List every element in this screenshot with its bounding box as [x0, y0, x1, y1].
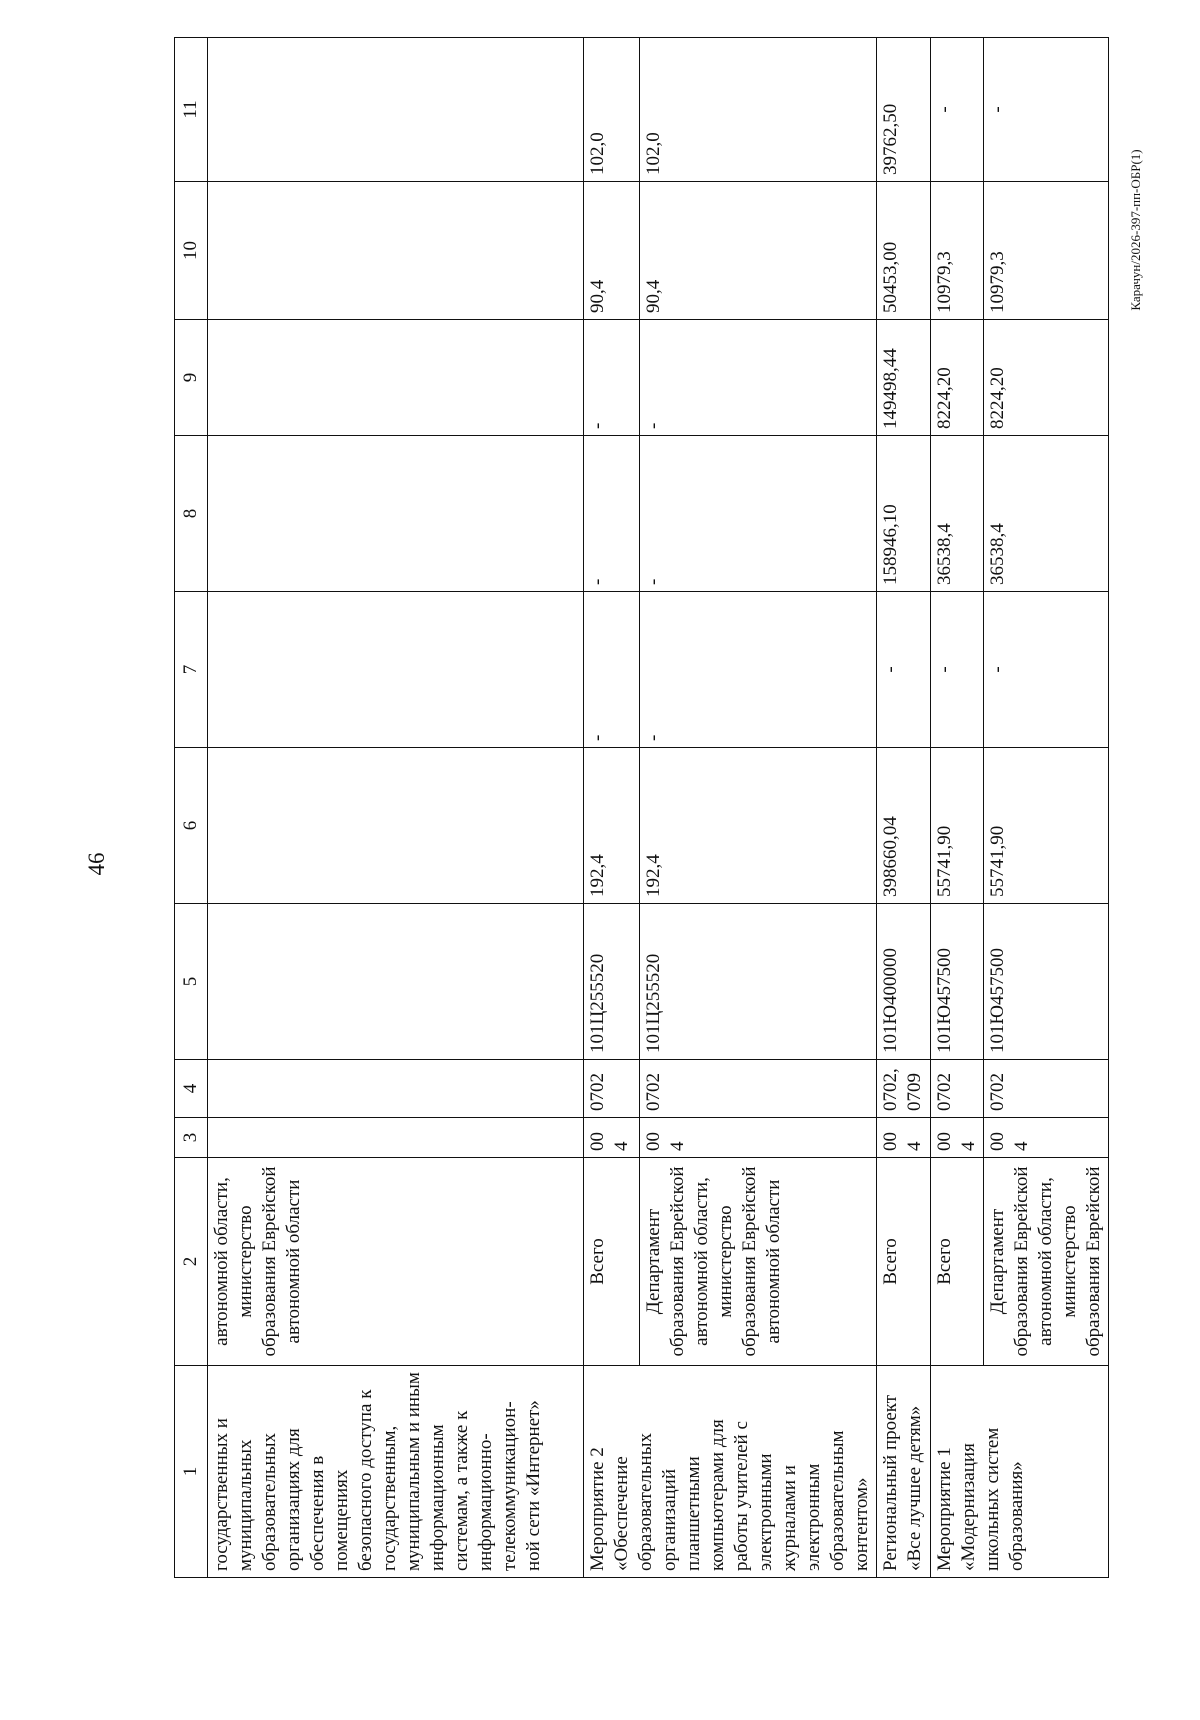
cell-value: 102,0 [639, 38, 876, 182]
cell-value: 90,4 [584, 182, 640, 320]
cell-value [208, 436, 584, 592]
rotated-table-wrapper [174, 38, 1104, 1578]
cell-value [208, 320, 584, 436]
cell-section: 0702 [931, 1060, 984, 1118]
cell-executor: Всего [877, 1158, 931, 1366]
cell-value: 398660,04 [877, 748, 931, 904]
cell-value: 8224,20 [931, 320, 984, 436]
cell-value: 192,4 [584, 748, 640, 904]
cell-target-code: 101Ц255520 [639, 904, 876, 1060]
cell-value: - [639, 592, 876, 748]
header-cell: 2 [175, 1158, 208, 1366]
cell-section: 0702, 0709 [877, 1060, 931, 1118]
cell-value [208, 748, 584, 904]
cell-value: 192,4 [639, 748, 876, 904]
cell-target-code: 101Ю400000 [877, 904, 931, 1060]
cell-value [208, 592, 584, 748]
cell-value: - [584, 320, 640, 436]
header-cell: 3 [175, 1118, 208, 1158]
cell-activity: государственных и муниципальных образовательных организациях для обеспечения в помещениях безопасного доступа к государственным, муниципальным и иным информационным системам, а также к информационно-телекоммуникацион-ной сети «Интернет» [208, 1366, 584, 1578]
cell-grbs: 004 [877, 1118, 931, 1158]
cell-value: - [931, 592, 984, 748]
cell-value: - [639, 436, 876, 592]
cell-activity: Региональный проект «Все лучшее детям» [877, 1366, 931, 1578]
cell-target-code: 101Ю457500 [984, 904, 1109, 1060]
cell-executor: Всего [584, 1158, 640, 1366]
header-cell: 7 [175, 592, 208, 748]
cell-section [208, 1060, 584, 1118]
table-row [639, 38, 876, 1578]
cell-value: 55741,90 [984, 748, 1109, 904]
cell-value: 90,4 [639, 182, 876, 320]
header-cell: 4 [175, 1060, 208, 1118]
cell-value: 8224,20 [984, 320, 1109, 436]
cell-grbs: 004 [984, 1118, 1109, 1158]
cell-value: - [584, 592, 640, 748]
cell-activity: Мероприятие 1 «Модернизация школьных систем образования» [931, 1366, 1109, 1578]
header-cell: 10 [175, 182, 208, 320]
cell-executor: автономной области, министерство образования Еврейской автономной области [208, 1158, 584, 1366]
cell-value: 158946,10 [877, 436, 931, 592]
table-row [931, 38, 984, 1578]
header-cell: 8 [175, 436, 208, 592]
cell-value: - [931, 38, 984, 182]
cell-grbs: 004 [584, 1118, 640, 1158]
budget-table [174, 37, 1109, 1578]
cell-value: 10979,3 [984, 182, 1109, 320]
header-cell: 9 [175, 320, 208, 436]
cell-value: - [877, 592, 931, 748]
page-number: 46 [84, 852, 109, 876]
table-row [984, 38, 1109, 1578]
cell-grbs: 004 [639, 1118, 876, 1158]
cell-target-code: 101Ц255520 [584, 904, 640, 1060]
cell-section: 0702 [984, 1060, 1109, 1118]
header-cell: 1 [175, 1366, 208, 1578]
cell-value: 149498,44 [877, 320, 931, 436]
cell-activity: Мероприятие 2 «Обеспечение образовательных организаций планшетными компьютерами для работы учителей с электронными журналами и электронным образовательным контентом» [584, 1366, 877, 1578]
cell-value: 36538,4 [931, 436, 984, 592]
rotated-table [174, 38, 1104, 1578]
cell-section: 0702 [584, 1060, 640, 1118]
header-cell: 11 [175, 38, 208, 182]
cell-value [208, 182, 584, 320]
cell-value: 50453,00 [877, 182, 931, 320]
cell-executor: Департамент образования Еврейской автономной области, министерство образования Еврейской [984, 1158, 1109, 1366]
cell-grbs: 004 [931, 1118, 984, 1158]
cell-value: 39762,50 [877, 38, 931, 182]
cell-value: - [639, 320, 876, 436]
cell-value: 10979,3 [931, 182, 984, 320]
cell-target-code [208, 904, 584, 1060]
footer-code-text: Карачун/2026-397-пп-ОБР(1) [1128, 149, 1143, 311]
table-row [584, 38, 640, 1578]
cell-value: 36538,4 [984, 436, 1109, 592]
header-row [175, 38, 208, 1578]
cell-executor: Департамент образования Еврейской автономной области, министерство образования Еврейской автономной области [639, 1158, 876, 1366]
cell-value: 55741,90 [931, 748, 984, 904]
cell-value: - [984, 592, 1109, 748]
table-row [208, 38, 584, 1578]
cell-value [208, 38, 584, 182]
cell-section: 0702 [639, 1060, 876, 1118]
cell-value: 102,0 [584, 38, 640, 182]
cell-target-code: 101Ю457500 [931, 904, 984, 1060]
cell-value: - [584, 436, 640, 592]
cell-grbs [208, 1118, 584, 1158]
footer-code [1126, 140, 1146, 320]
header-cell: 6 [175, 748, 208, 904]
table-row [877, 38, 931, 1578]
header-cell: 5 [175, 904, 208, 1060]
cell-value: - [984, 38, 1109, 182]
cell-executor: Всего [931, 1158, 984, 1366]
